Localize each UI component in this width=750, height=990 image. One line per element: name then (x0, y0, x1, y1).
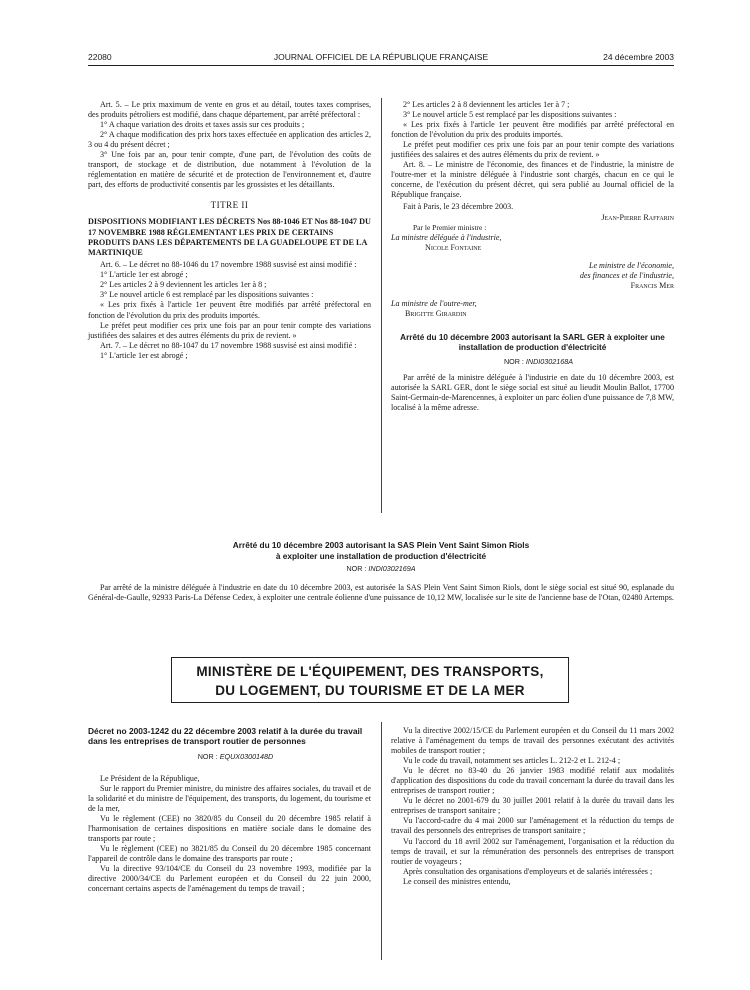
decret-q6: Vu l'accord du 18 avril 2002 sur l'aménagement, l'organisation et la réduction du temps de travail, et sur la rémunération des personnels des entreprises de transport routier de voyageurs ; (391, 836, 674, 866)
minister-overseas-name: Brigitte Girardin (405, 308, 467, 318)
ministry-line-2: DU LOGEMENT, DU TOURISME ET DE LA MER (215, 683, 525, 698)
column-divider-bottom (381, 722, 382, 960)
section-heading: DISPOSITIONS MODIFIANT LES DÉCRETS Nos 88-1046 ET Nos 88-1047 DU 17 NOVEMBRE 1988 RÉGLEMENTANT LES PRIX DE CERTAINS PRODUITS DANS LES DÉPARTEMENTS DE LA GUADELOUPE ET DE LA MARTINIQUE (88, 217, 371, 258)
arrete-plein-vent-title-2: à exploiter une installation de production d'électricité (275, 550, 487, 561)
decret-q7: Après consultation des organisations d'employeurs et de salariés intéressées ; (403, 866, 653, 876)
decret-q3: Vu le décret no 83-40 du 26 janvier 1983 modifié relatif aux modalités d'application des dispositions du code du travail concernant la durée du travail dans les entreprises de transport routier ; (391, 766, 674, 796)
decret-p4: Vu le règlement (CEE) no 3821/85 du Conseil du 20 décembre 1985 concernant l'appareil de contrôle dans le domaine des transports par route ; (88, 844, 371, 864)
article-5-item-1: 1° A chaque variation des droits et taxes assis sur ces produits ; (100, 120, 305, 130)
arrete-plein-vent-title-1: Arrêté du 10 décembre 2003 autorisant la SAS Plein Vent Saint Simon Riols (232, 540, 530, 550)
header-rule (88, 65, 674, 66)
decret-q5: Vu l'accord-cadre du 4 mai 2000 sur l'aménagement et la réduction du temps de travail des personnels des entreprises de transport sanitaire ; (391, 816, 674, 836)
right-column-top (391, 100, 674, 413)
article-6-quote-2: Le préfet peut modifier ces prix une fois par an pour tenir compte des variations justifiées des salaires et des autres éléments du prix de revient. » (88, 320, 371, 340)
arrete-plein-vent-nor (88, 564, 674, 574)
left-column-bottom (88, 726, 371, 894)
article-6-quote-1: « Les prix fixés à l'article 1er peuvent être modifiés par arrêté préfectoral en fonction de l'évolution du prix des produits importés. (88, 300, 371, 320)
titre-heading: TITRE II (210, 200, 249, 211)
nor-label: NOR : (197, 751, 218, 761)
journal-title: JOURNAL OFFICIEL DE LA RÉPUBLIQUE FRANÇAISE (273, 52, 489, 62)
minister-economy-title-1: Le ministre de l'économie, (588, 260, 674, 270)
decret-q8: Le conseil des ministres entendu, (403, 876, 511, 886)
decret-q1: Vu la directive 2002/15/CE du Parlement européen et du Conseil du 11 mars 2002 relative à l'aménagement du temps de travail des personnes exécutant des activités mobiles de transport routier ; (391, 726, 674, 756)
nor-label: NOR : (346, 564, 367, 573)
decret-p3: Vu le règlement (CEE) no 3820/85 du Conseil du 20 décembre 1985 relatif à l'harmonisation de certaines dispositions en matière sociale dans le domaine des transports par route ; (88, 814, 371, 844)
nor-label: NOR : (503, 356, 524, 366)
arrete-plein-vent (88, 540, 674, 603)
minister-industry-name: Nicole Fontaine (425, 242, 482, 252)
decret-p5: Vu la directive 93/104/CE du Conseil du 23 novembre 1993, modifiée par la directive 2000/34/CE du Parlement européen et du Conseil du 22 juin 2000, concernant certains aspects de l'aménagement du temps de travail ; (88, 864, 371, 894)
article-6-item-1: 1° L'article 1er est abrogé ; (100, 270, 188, 280)
decret-q2: Vu le code du travail, notamment ses articles L. 212-2 et L. 212-4 ; (403, 756, 621, 766)
issue-date: 24 décembre 2003 (603, 52, 674, 62)
right-quote-1: « Les prix fixés à l'article 1er peuvent être modifiés par arrêté préfectoral en fonction de l'évolution du prix des produits importés. (391, 120, 674, 140)
article-6-item-3: 3° Le nouvel article 6 est remplacé par les dispositions suivantes : (100, 290, 314, 300)
right-item-3: 3° Le nouvel article 5 est remplacé par les dispositions suivantes : (403, 110, 617, 120)
arrete-plein-vent-body: Par arrêté de la ministre déléguée à l'industrie en date du 10 décembre 2003, est autorisée la SAS Plein Vent Saint Simon Riols, dont le siège social est situé 90, esplanade du Général-de-Gaulle, 92933 Paris-La Défense Cedex, à exploiter une centrale éolienne d'une puissance de 10,12 MW, localisée sur le site de l'ancienne base de l'Otan, 02480 Artemps. (88, 583, 674, 603)
arrete-ger-nor (391, 357, 674, 367)
nor-code: EQUX0300148D (219, 751, 274, 761)
nor-code: INDI0302169A (368, 564, 416, 573)
decret-q4: Vu le décret no 2001-679 du 30 juillet 2001 relatif à la durée du travail dans les entreprises de transport sanitaire ; (391, 796, 674, 816)
article-6: Art. 6. – Le décret no 88-1046 du 17 novembre 1988 susvisé est ainsi modifié : (100, 260, 357, 270)
decret-title: Décret no 2003-1242 du 22 décembre 2003 relatif à la durée du travail dans les entreprises de transport routier de personnes (88, 726, 363, 747)
article-8: Art. 8. – Le ministre de l'économie, des finances et de l'industrie, la ministre de l'outre-mer et la ministre déléguée à l'industrie sont chargés, chacun en ce qui le concerne, de l'exécution du présent décret, qui sera publié au Journal officiel de la République française. (391, 160, 674, 200)
right-column-bottom (391, 726, 674, 887)
ministry-heading-box (171, 657, 569, 703)
ministry-line-1: MINISTÈRE DE L'ÉQUIPEMENT, DES TRANSPORTS, (196, 664, 544, 679)
decret-p2: Sur le rapport du Premier ministre, du ministre des affaires sociales, du travail et de la solidarité et du ministre de l'équipement, des transports, du logement, du tourisme et de la mer, (88, 783, 371, 813)
minister-overseas-title: La ministre de l'outre-mer, (391, 298, 477, 308)
left-column-top (88, 100, 371, 361)
decret-nor (88, 752, 371, 762)
arrete-ger-body: Par arrêté de la ministre déléguée à l'industrie en date du 10 décembre 2003, est autorisée la SARL GER, dont le siège social est situé au lieudit Moulin Ballot, 17700 Saint-Germain-de-Marencennes, à exploiter un parc éolien d'une puissance de 7,8 MW, localisé à la même adresse. (391, 372, 674, 413)
decret-p1: Le Président de la République, (100, 773, 200, 783)
par-premier-ministre: Par le Premier ministre : (413, 222, 487, 232)
signature-date: Fait à Paris, le 23 décembre 2003. (403, 202, 514, 212)
page-number: 22080 (88, 52, 112, 62)
article-7: Art. 7. – Le décret no 88-1047 du 17 novembre 1988 susvisé est ainsi modifié : (100, 340, 357, 350)
article-7-item-1: 1° L'article 1er est abrogé ; (100, 350, 188, 360)
arrete-ger-title: Arrêté du 10 décembre 2003 autorisant la SARL GER à exploiter une installation de production d'électricité (400, 332, 665, 353)
minister-economy-title-2: des finances et de l'industrie, (579, 270, 674, 280)
minister-economy-name: Francis Mer (630, 280, 674, 290)
running-header (88, 52, 674, 66)
right-item-2: 2° Les articles 2 à 8 deviennent les articles 1er à 7 ; (403, 100, 570, 109)
signature-prime-minister: Jean-Pierre Raffarin (601, 212, 674, 222)
column-divider-top (381, 98, 382, 513)
article-6-item-2: 2° Les articles 2 à 9 deviennent les articles 1er à 8 ; (100, 280, 267, 290)
nor-code: INDI0302168A (525, 356, 574, 366)
article-5: Art. 5. – Le prix maximum de vente en gros et au détail, toutes taxes comprises, des produits pétroliers est modifié, dans chaque département, par arrêté préfectoral : (88, 100, 371, 120)
right-quote-2: Le préfet peut modifier ces prix une fois par an pour tenir compte des variations justifiées des salaires et des autres éléments du prix de revient. » (391, 140, 674, 160)
article-5-item-2: 2° A chaque modification des prix hors taxes effectuée en application des articles 2, 3 ou 4 du présent décret ; (88, 130, 371, 150)
minister-industry-title: La ministre déléguée à l'industrie, (391, 232, 502, 242)
article-5-item-3: 3° Une fois par an, pour tenir compte, d'une part, de l'évolution des coûts de transport, de stockage et de distribution, due notamment à l'évolution de la réglementation en matière de sécurité et de protection de l'environnement et, d'autre part, des efforts de productivité consentis par les grossistes et les détaillants. (88, 150, 371, 190)
